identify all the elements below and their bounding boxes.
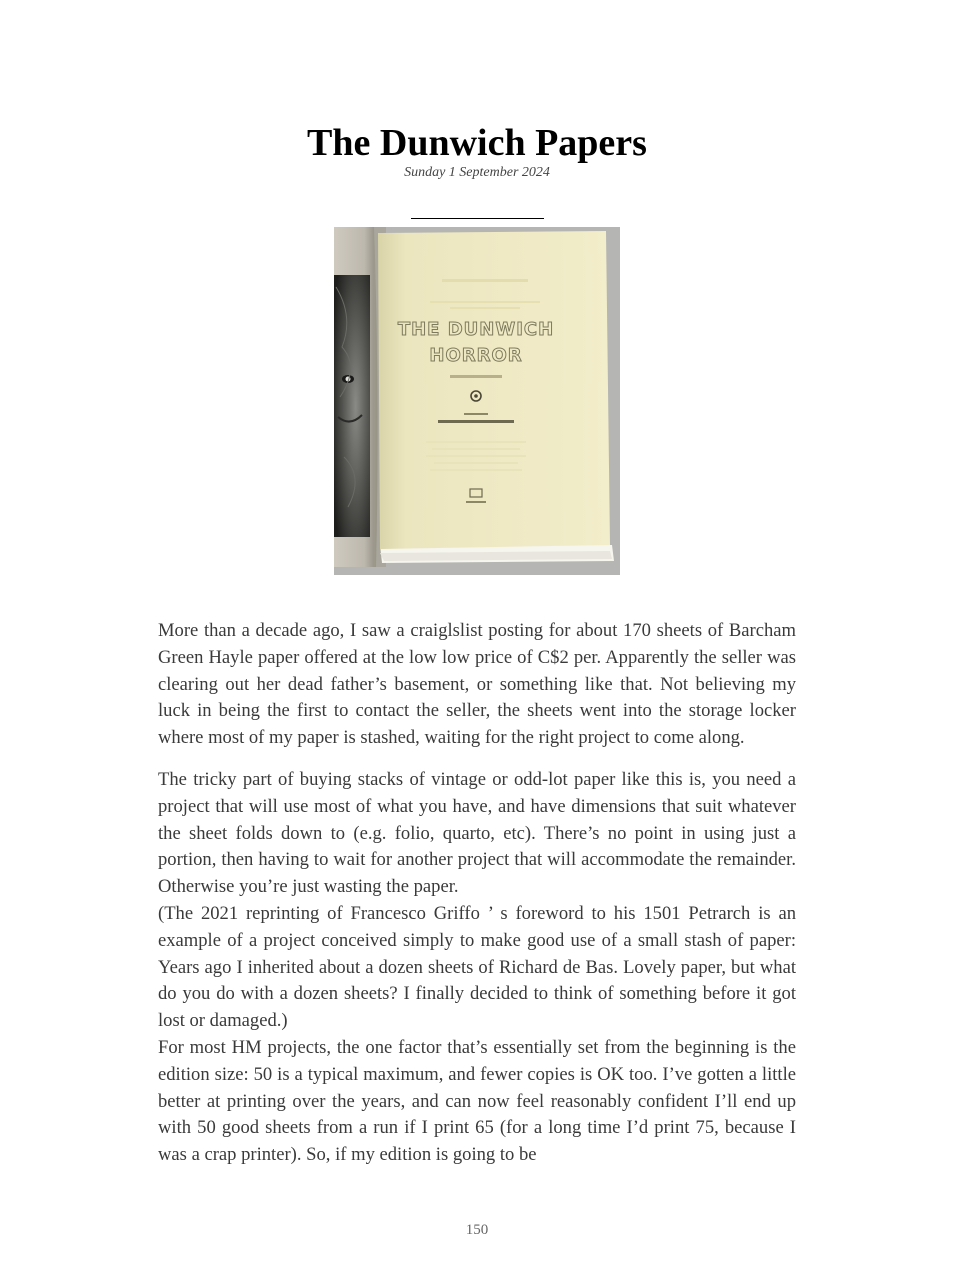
paragraph: For most HM projects, the one factor that’s essentially set from the beginning is the edition size: 50 is a typical maximum, and fewer copies is OK too. I’ve gotten a little better at printing over the years, and can now feel reasonably confident I’ll end up with 50 good sheets from a run if I print 65 (for a long time I’d print 75, because I was a crap printer). So, if my edition is going to be (158, 1036, 796, 1166)
page-title: The Dunwich Papers (307, 122, 647, 164)
paragraph: More than a decade ago, I saw a craiglslist posting for about 170 sheets of Barcham Green Hayle paper offered at the low low price of C$2 per. Apparently the seller was clearing out her dead father’s basement, or something like that. Not believing my luck in being the first to contact the seller, the sheets went into the storage locker where most of my paper is stashed, waiting for the right project to come along. (158, 620, 796, 749)
book-photo-illustration (334, 227, 620, 575)
book-title-line1: THE DUNWICH (397, 319, 555, 340)
article-body (158, 618, 796, 1169)
paragraph: (The 2021 reprinting of Francesco Griffo ’ s foreword to his 1501 Petrarch is an example of a project conceived simply to make good use of a small stash of paper: Years ago I inherited about a dozen sheets of Richard de Bas. Lovely paper, but what do you do with a dozen sheets? I finally decided to think of something before it got lost or damaged.) (158, 902, 796, 1032)
post-date: Sunday 1 September 2024 (404, 165, 550, 180)
page-number: 150 (465, 1222, 489, 1238)
paragraph: The tricky part of buying stacks of vintage or odd-lot paper like this is, you need a project that will use most of what you have, and have dimensions that suit whatever the sheet folds down to (e.g. folio, quarto, etc). There’s no point in using just a portion, then having to wait for another project that will accommodate the remainder. Otherwise you’re just wasting the paper. (158, 768, 796, 898)
book-photo (334, 227, 620, 575)
book-title-line2: HORROR (429, 345, 523, 366)
title-divider (411, 218, 544, 219)
title-page (378, 231, 610, 549)
